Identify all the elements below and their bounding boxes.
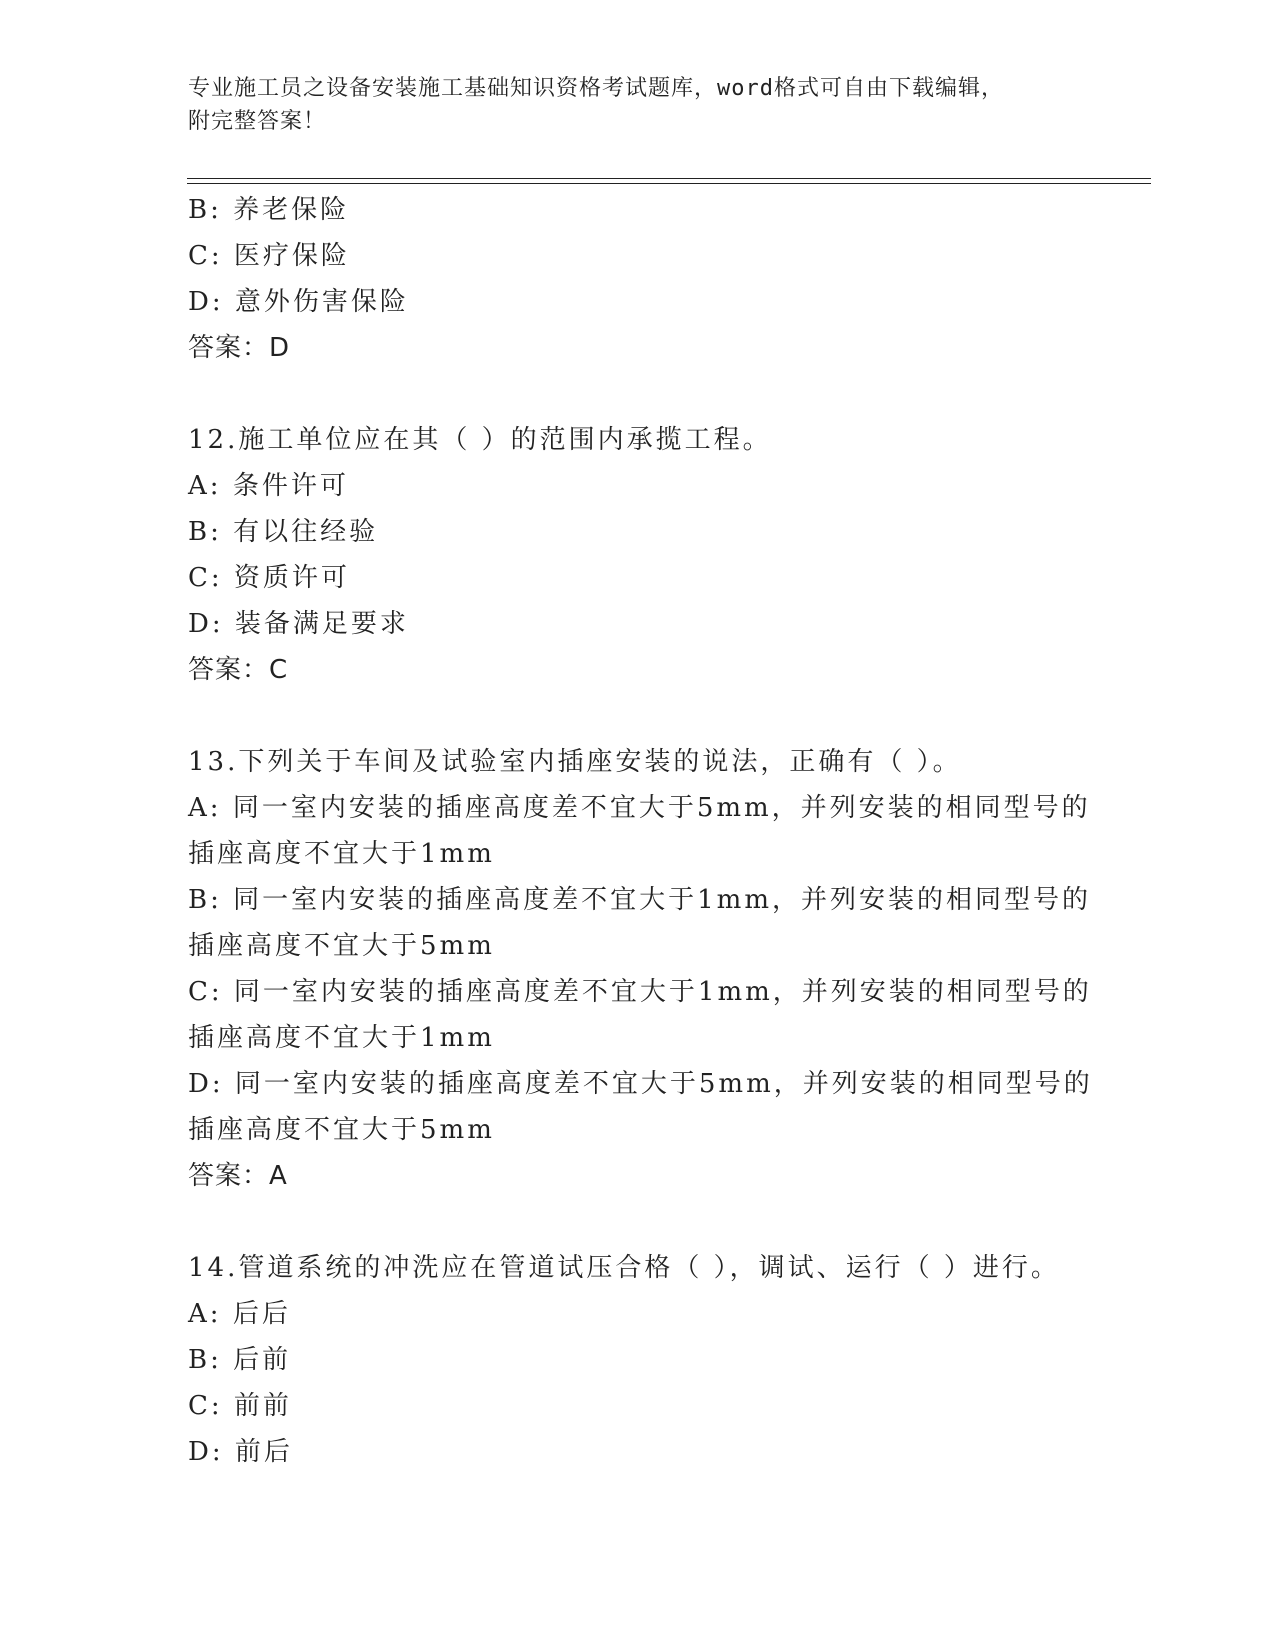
option-text: 条件许可	[232, 471, 349, 501]
question-13	[188, 739, 1093, 1199]
option-text-line-2: 插座高度不宜大于1mm	[188, 839, 495, 869]
header-line-1: 专业施工员之设备安装施工基础知识资格考试题库，word格式可自由下载编辑，	[188, 76, 1004, 101]
option-d	[188, 279, 1088, 325]
header-divider-bottom	[187, 183, 1151, 184]
option-label: D:	[188, 1437, 224, 1467]
option-label: C:	[188, 1391, 223, 1421]
option-label: D:	[188, 1069, 224, 1099]
option-label: B:	[188, 195, 222, 225]
question-stem: 13.下列关于车间及试验室内插座安装的说法，正确有（ ）。	[188, 747, 962, 777]
option-label: B:	[188, 1345, 222, 1375]
option-c	[188, 969, 1092, 1061]
option-text: 后前	[233, 1345, 292, 1375]
option-text: 装备满足要求	[234, 609, 409, 639]
option-b	[188, 877, 1091, 969]
question-11	[188, 187, 1088, 371]
option-label: A:	[188, 1299, 222, 1329]
option-label: D:	[188, 287, 224, 317]
option-text-line-1: 同一室内安装的插座高度差不宜大于5mm，并列安装的相同型号的	[234, 1069, 1093, 1099]
answer: 答案：D	[188, 333, 291, 363]
option-a	[188, 785, 1091, 877]
option-label: B:	[188, 517, 222, 547]
option-text: 医疗保险	[233, 241, 350, 271]
option-d	[188, 1429, 1088, 1475]
option-c	[188, 233, 1088, 279]
option-label: D:	[188, 609, 224, 639]
option-text-line-2: 插座高度不宜大于5mm	[188, 931, 495, 961]
answer: 答案：A	[188, 1161, 288, 1191]
option-c	[188, 555, 1088, 601]
option-b	[188, 1337, 1088, 1383]
header-line-2: 附完整答案！	[188, 109, 327, 134]
option-text: 前前	[233, 1391, 292, 1421]
option-text: 意外伤害保险	[234, 287, 409, 317]
option-text-line-2: 插座高度不宜大于1mm	[188, 1023, 495, 1053]
question-12	[188, 417, 1088, 693]
option-d	[188, 601, 1088, 647]
option-text-line-1: 同一室内安装的插座高度差不宜大于1mm，并列安装的相同型号的	[233, 885, 1091, 915]
option-a	[188, 463, 1088, 509]
option-text: 有以往经验	[233, 517, 379, 547]
option-b	[188, 187, 1088, 233]
option-text: 资质许可	[233, 563, 350, 593]
option-label: C:	[188, 977, 223, 1007]
option-text: 后后	[232, 1299, 291, 1329]
option-text: 前后	[234, 1437, 293, 1467]
answer: 答案：C	[188, 655, 289, 685]
option-text-line-1: 同一室内安装的插座高度差不宜大于5mm，并列安装的相同型号的	[232, 793, 1091, 823]
question-list	[188, 187, 1093, 1475]
option-c	[188, 1383, 1088, 1429]
option-label: B:	[188, 885, 222, 915]
question-14	[188, 1245, 1088, 1475]
option-a	[188, 1291, 1088, 1337]
document-header	[188, 72, 1088, 138]
question-stem: 12.施工单位应在其（ ）的范围内承揽工程。	[188, 425, 772, 455]
option-d	[188, 1061, 1093, 1153]
header-divider-top	[187, 178, 1151, 179]
option-text: 养老保险	[233, 195, 350, 225]
option-label: C:	[188, 241, 223, 271]
option-text-line-2: 插座高度不宜大于5mm	[188, 1115, 495, 1145]
option-label: C:	[188, 563, 223, 593]
question-stem: 14.管道系统的冲洗应在管道试压合格（ ），调试、运行（ ）进行。	[188, 1253, 1060, 1283]
option-label: A:	[188, 793, 222, 823]
option-b	[188, 509, 1088, 555]
option-label: A:	[188, 471, 222, 501]
option-text-line-1: 同一室内安装的插座高度差不宜大于1mm，并列安装的相同型号的	[233, 977, 1092, 1007]
